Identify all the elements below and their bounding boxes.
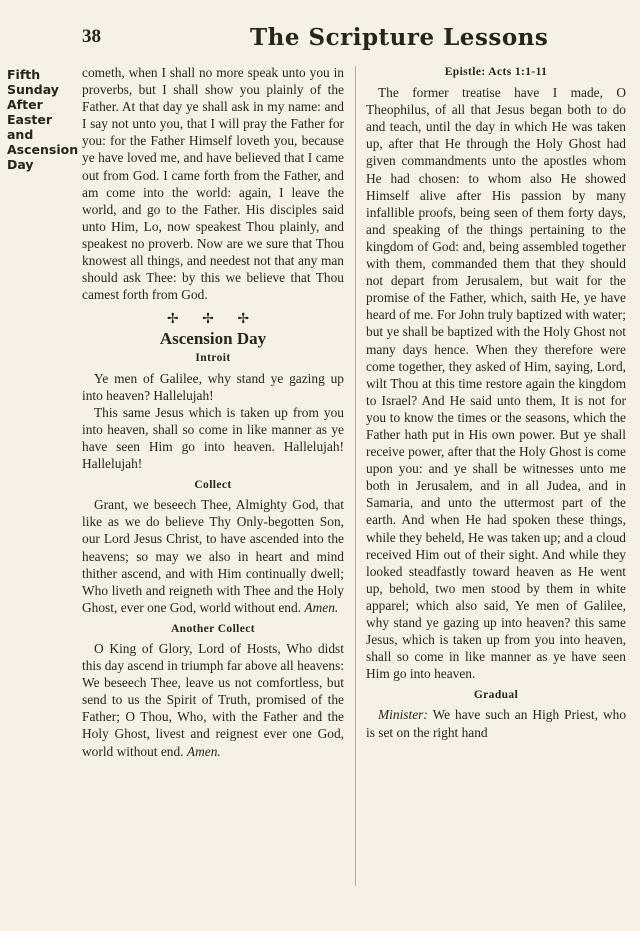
epistle-text: The former treatise have I made, O Theophilus, of all that Jesus began both to do and teach, until the day in which He was taken up, after that He through the Holy Ghost had given commandments unto the apostles whom He had chosen: to whom also He showed Himself alive after His passion by many infallible proofs, being seen of them forty days, and speaking of the things pertaining to the kingdom of God: and, being assembled together with them, commanded them that they should not depart from Jerusalem, but wait for the promise of the Father, which, saith He, ye have heard of me. For John truly baptized with water; but ye shall be baptized with the Holy Ghost not many days hence. When they therefore were come together, they asked of Him, saying, Lord, wilt Thou at this time restore again the kingdom to Israel? And He said unto them, It is not for you to know the times or the seasons, which the Father hath put in His own power. But ye shall receive power, after that the Holy Ghost is come upon you: and ye shall be witnesses unto me both in Jerusalem, and in all Judea, and in Samaria, and unto the uttermost part of the earth. And when He had spoken these things, while they beheld, He was taken up; and a cloud received Him out of their sight. And while they looked steadfastly toward heaven as He went up, behold, two men stood by them in white apparel; which also said, Ye men of Galilee, why stand ye gazing up into heaven? this same Jesus, which is taken up from you into heaven, shall so come in like manner as ye have seen Him go into heaven. (366, 85, 626, 682)
running-title: The Scripture Lessons (250, 24, 549, 51)
collect-text: Grant, we beseech Thee, Almighty God, that like as we do believe Thy Only-begotten Son, our Lord Jesus Christ, to have ascended into the heavens; so may we also in heart and mind thither ascend, and with Him continually dwell; Who liveth and reigneth with Thee and the Holy Ghost, ever one God, world without end. (82, 497, 344, 615)
gradual-text: We have such an High Priest, who is set on the right hand (366, 707, 627, 740)
another-collect-text: O King of Glory, Lord of Hosts, Who didst this day ascend in triumph far above all heavens: We beseech Thee, leave us not comfortless, but send to us the Spirit of Truth, promised of the Father; O Thou, Who, with the Father and the Holy Ghost, livest and reignest ever one God, world without end. (82, 641, 344, 759)
margin-note (7, 67, 79, 172)
gradual-speaker: Minister: (378, 707, 428, 723)
margin-note-line: Easter and (7, 112, 53, 142)
collect-paragraph (82, 496, 344, 616)
right-column (366, 64, 626, 741)
introit-verse-2: This same Jesus which is taken up from you into heaven, shall so come in like manner as ye have seen Him go into heaven. Hallelujah! Hallelujah! (82, 404, 344, 472)
collect-heading: Collect (194, 479, 232, 492)
another-collect-amen: Amen. (186, 743, 221, 759)
section-ornament: ✢ ✢ ✢ (166, 312, 260, 328)
margin-note-line: Sunday (7, 82, 59, 97)
margin-note-line: Day (7, 157, 34, 172)
another-collect-heading: Another Collect (170, 622, 256, 635)
another-collect-paragraph (82, 640, 344, 760)
introit-verse-1: Ye men of Galilee, why stand ye gazing up into heaven? Hallelujah! (82, 370, 344, 403)
gospel-continuation: cometh, when I shall no more speak unto you in proverbs, but I shall show you plainly of the Father. At that day ye shall ask in my name: and I say not unto you, that I will pray the Father for you: for the Father Himself loveth you, because ye have loved me, and have believed that I came out from God. I came forth from the Father, and am come into the world: again, I leave the world, and go to the Father. His disciples said unto Him, Lo, now speakest Thou plainly, and speakest no proverb. Now are we sure that Thou knowest all things, and needest not that any man should ask Thee: by this we believe that Thou camest forth from God. (82, 65, 344, 303)
gradual-paragraph (366, 706, 626, 740)
introit-heading: Introit (195, 351, 231, 364)
left-column (82, 64, 344, 760)
margin-note-line: After (7, 97, 43, 112)
collect-amen: Amen. (304, 599, 339, 615)
column-divider (355, 66, 356, 886)
page-number: 38 (82, 26, 101, 47)
margin-note-line: Ascension (7, 142, 79, 157)
page-header (0, 24, 640, 56)
epistle-heading: Epistle: Acts 1:1-11 (444, 66, 548, 78)
gradual-heading: Gradual (473, 689, 519, 702)
margin-note-line: Fifth (7, 67, 41, 82)
ascension-day-heading: Ascension Day (159, 329, 267, 349)
